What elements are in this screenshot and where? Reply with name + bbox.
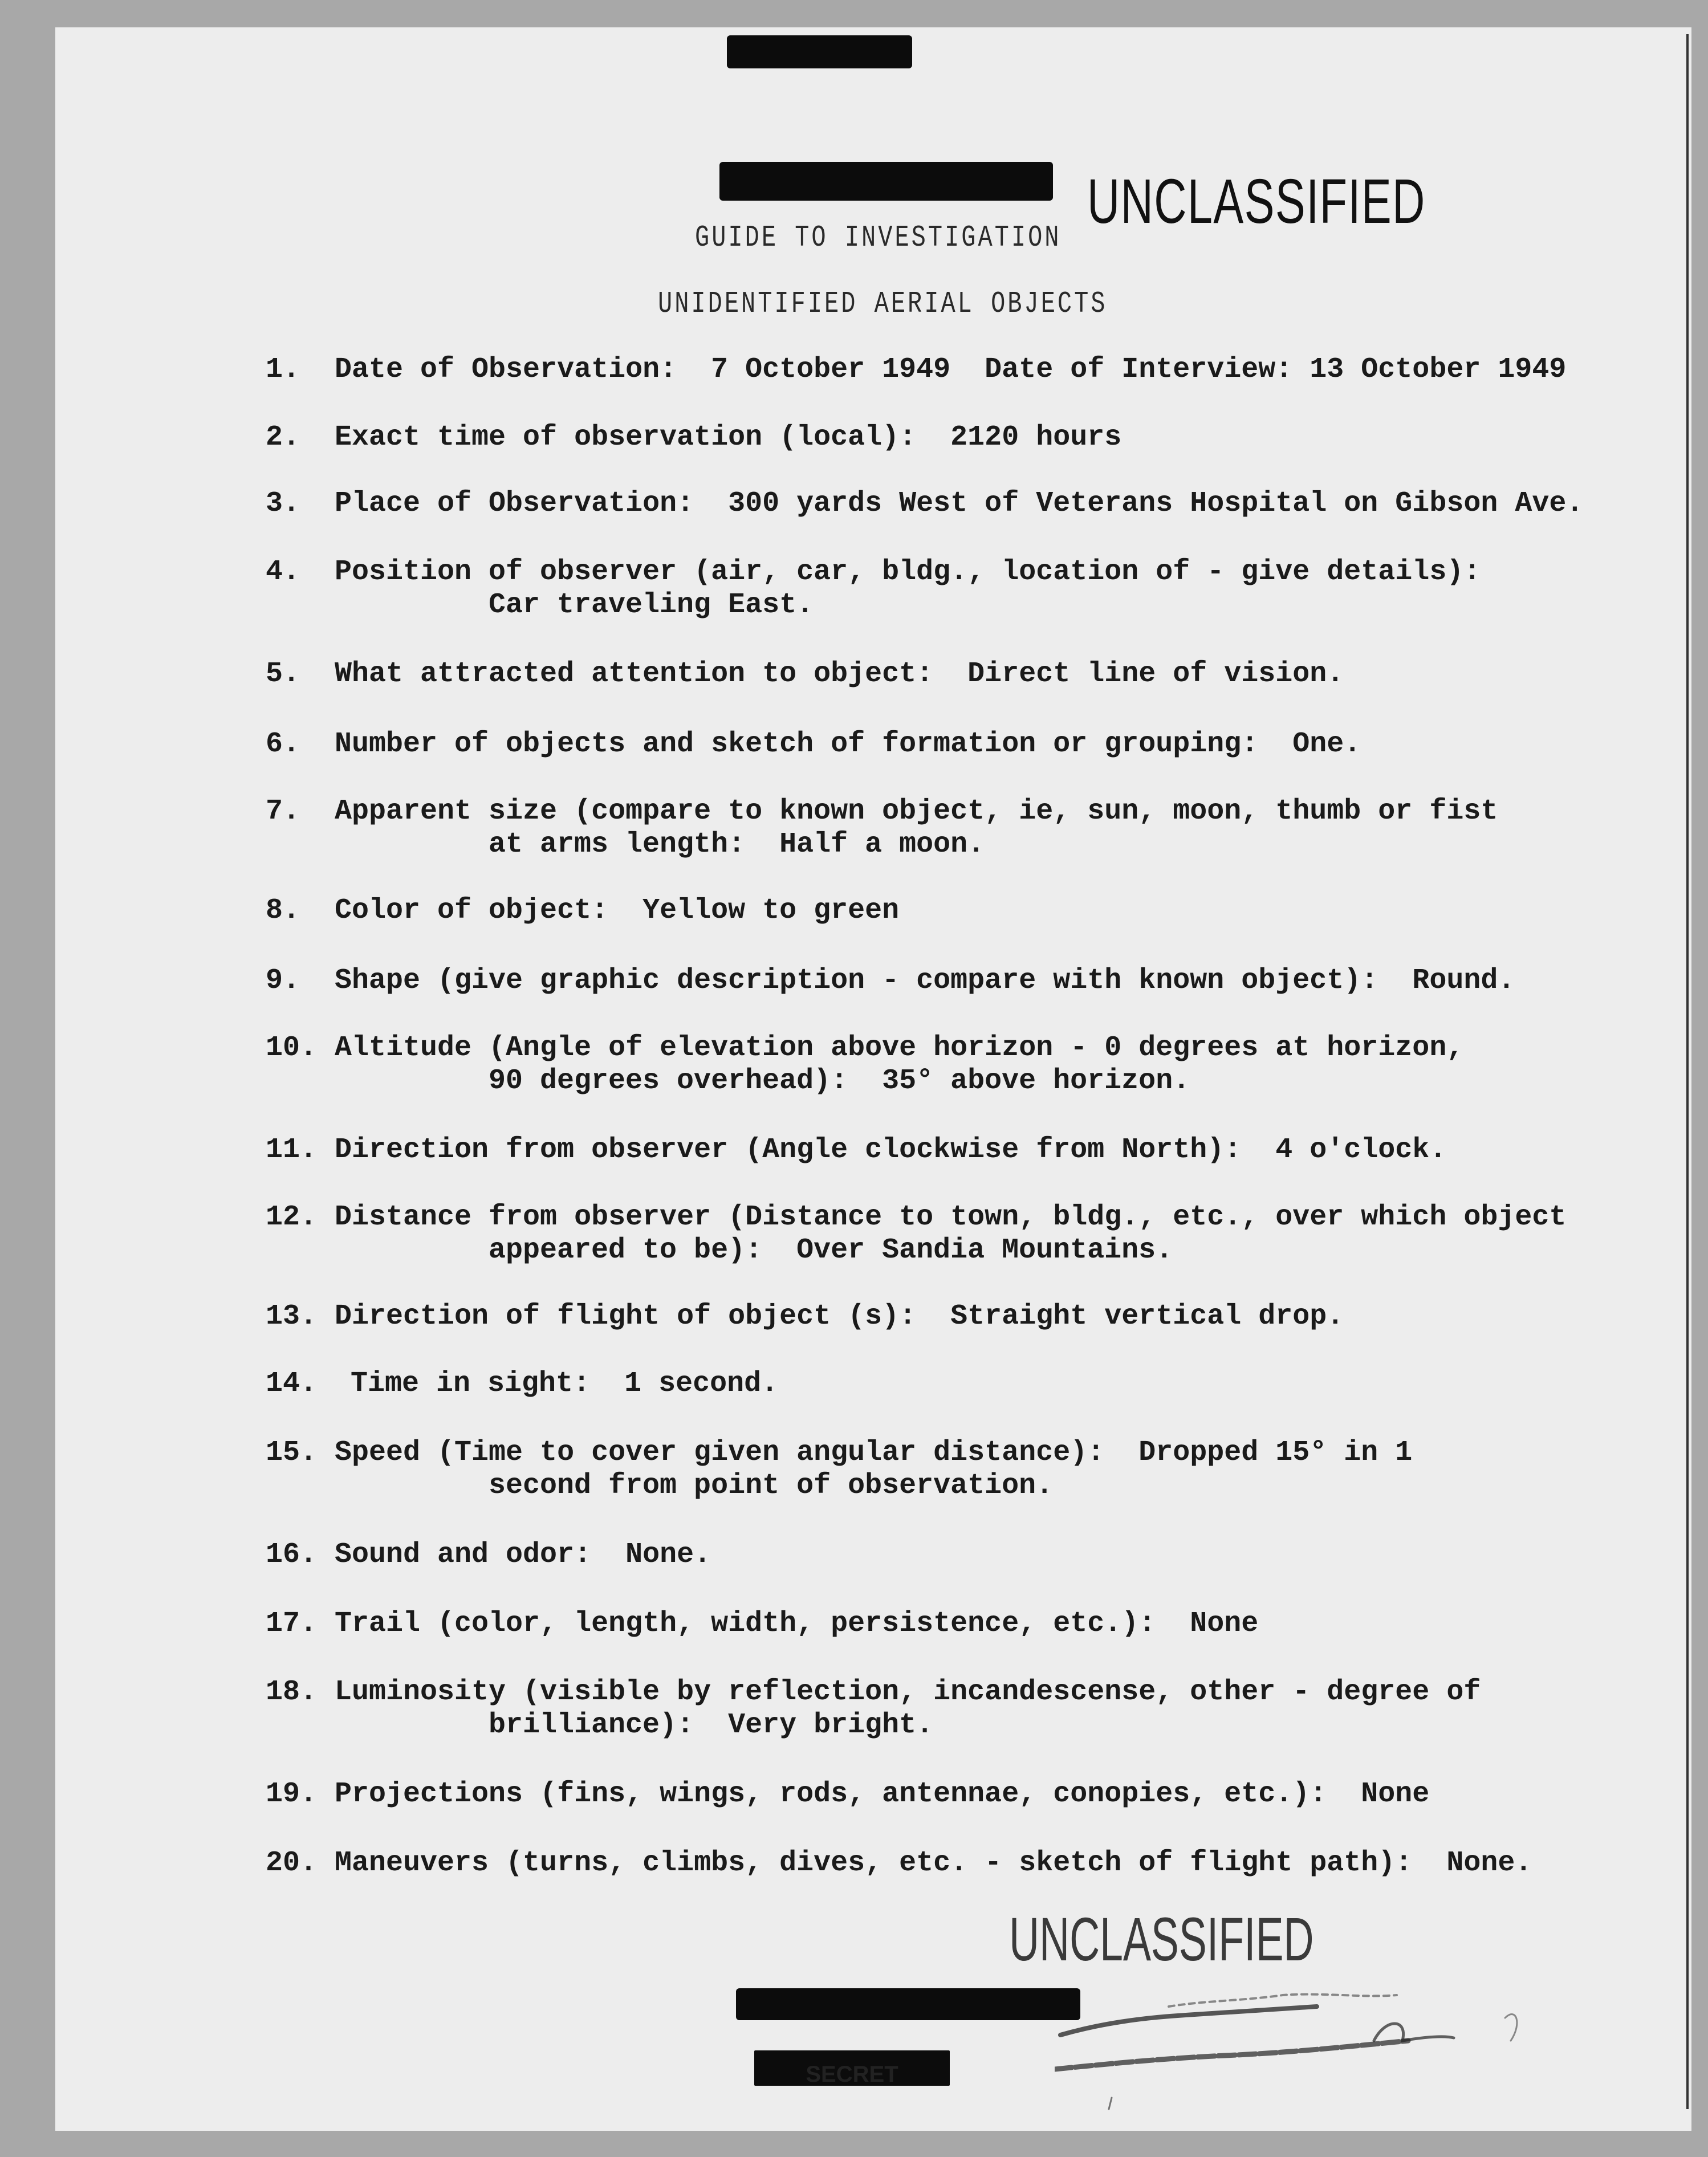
unclassified-stamp-top: UNCLASSIFIED [1087, 166, 1426, 237]
item-text: Distance from observer (Distance to town, bldg., etc., over which object [335, 1201, 1567, 1234]
item-number: 18. [266, 1676, 318, 1708]
item-number: 17. [266, 1607, 318, 1640]
item-number: 20. [266, 1847, 318, 1879]
item-answer: at arms length: Half a moon. [489, 828, 985, 861]
item-number: 1. [266, 353, 300, 386]
document-subtitle: UNIDENTIFIED AERIAL OBJECTS [658, 287, 1108, 321]
item-text: Color of object: Yellow to green [335, 894, 900, 927]
item-text: Speed (Time to cover given angular distance): Dropped 15° in 1 [335, 1436, 1413, 1469]
item-answer: Car traveling East. [489, 589, 814, 621]
item-text: Trail (color, length, width, persistence, etc.): None [335, 1607, 1259, 1640]
item-number: 13. [266, 1300, 318, 1333]
item-number: 11. [266, 1134, 318, 1166]
unclassified-stamp-bottom: UNCLASSIFIED [1009, 1904, 1314, 1973]
item-text: Sound and odor: None. [335, 1539, 711, 1571]
item-answer: brilliance): Very bright. [489, 1709, 934, 1741]
item-number: 7. [266, 795, 300, 828]
redaction-bar-bottom [736, 1988, 1080, 2020]
signature-scribble-icon [1055, 1984, 1596, 2121]
item-text: Position of observer (air, car, bldg., location of - give details): [335, 556, 1481, 588]
item-text: Date of Observation: 7 October 1949 Date of Interview: 13 October 1949 [335, 353, 1567, 386]
item-number: 4. [266, 556, 300, 588]
item-number: 15. [266, 1436, 318, 1469]
redaction-bar-header [719, 162, 1053, 201]
item-text: Maneuvers (turns, climbs, dives, etc. - sketch of flight path): None. [335, 1847, 1532, 1879]
item-text: Place of Observation: 300 yards West of Veterans Hospital on Gibson Ave. [335, 487, 1584, 520]
redaction-bar-top [727, 35, 912, 68]
item-number: 9. [266, 964, 300, 997]
item-text: Time in sight: 1 second. [351, 1368, 779, 1400]
page-edge-line [1686, 34, 1689, 2109]
item-number: 14. [266, 1368, 318, 1400]
item-answer: 90 degrees overhead): 35° above horizon. [489, 1065, 1190, 1097]
item-number: 2. [266, 421, 300, 454]
item-answer: second from point of observation. [489, 1470, 1054, 1502]
item-number: 19. [266, 1778, 318, 1810]
item-text: Number of objects and sketch of formation or grouping: One. [335, 728, 1361, 760]
item-number: 3. [266, 487, 300, 520]
item-number: 10. [266, 1032, 318, 1064]
item-number: 5. [266, 658, 300, 690]
item-number: 16. [266, 1539, 318, 1571]
item-text: Shape (give graphic description - compare with known object): Round. [335, 964, 1515, 997]
item-text: Direction from observer (Angle clockwise from North): 4 o'clock. [335, 1134, 1447, 1166]
item-text: Altitude (Angle of elevation above horizon - 0 degrees at horizon, [335, 1032, 1464, 1064]
item-number: 12. [266, 1201, 318, 1234]
item-text: Apparent size (compare to known object, ie, sun, moon, thumb or fist [335, 795, 1498, 828]
redacted-secret-stamp [754, 2050, 950, 2086]
secret-label: SECRET [806, 2062, 898, 2086]
item-text: Exact time of observation (local): 2120 hours [335, 421, 1122, 454]
item-answer: appeared to be): Over Sandia Mountains. [489, 1234, 1173, 1267]
item-number: 8. [266, 894, 300, 927]
document-title: GUIDE TO INVESTIGATION [695, 221, 1062, 255]
item-text: Luminosity (visible by reflection, incandescense, other - degree of [335, 1676, 1481, 1708]
item-text: Direction of flight of object (s): Straight vertical drop. [335, 1300, 1344, 1333]
item-number: 6. [266, 728, 300, 760]
item-text: What attracted attention to object: Direct line of vision. [335, 658, 1344, 690]
item-text: Projections (fins, wings, rods, antennae, conopies, etc.): None [335, 1778, 1430, 1810]
